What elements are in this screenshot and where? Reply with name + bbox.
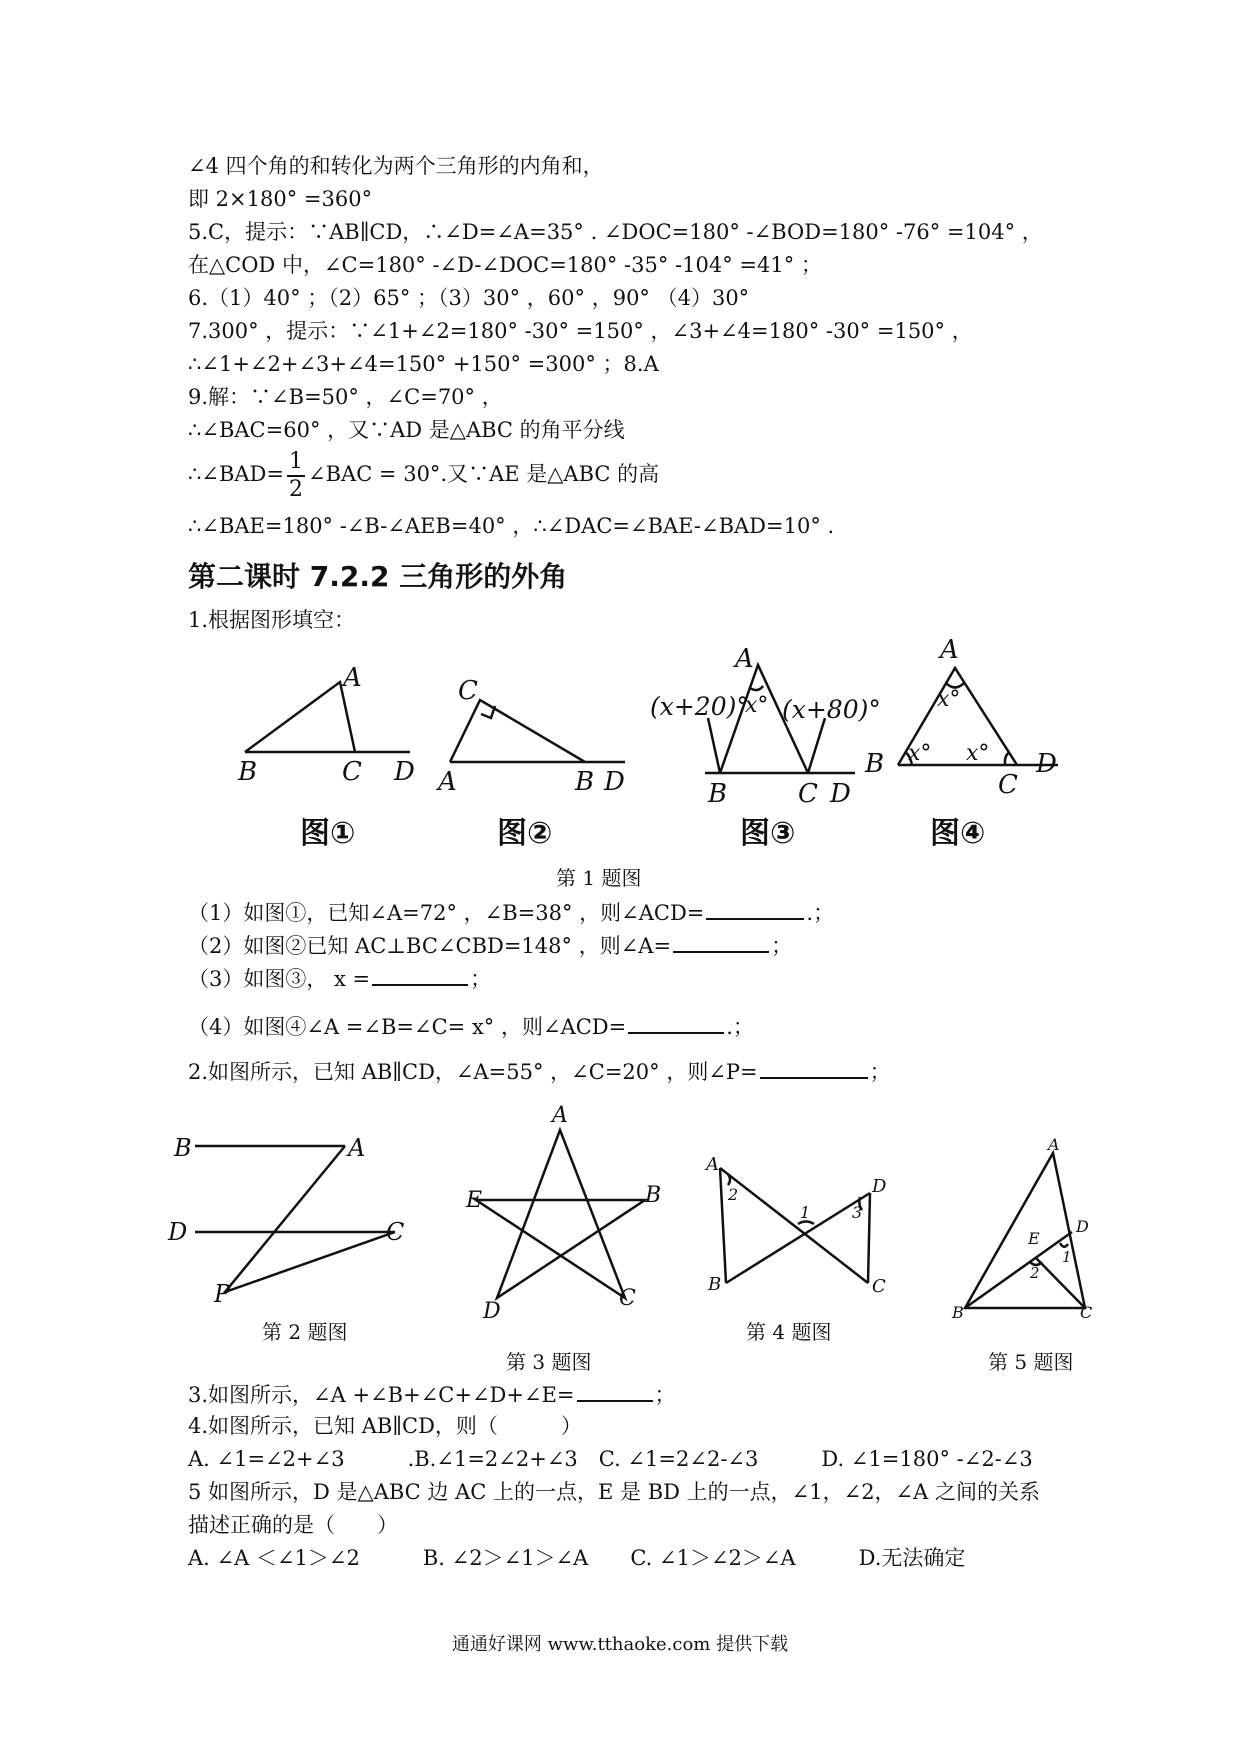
q3-figure-caption: 第 3 题图 xyxy=(506,1350,592,1374)
q2-label-C: C xyxy=(386,1218,405,1246)
q3-label-A: A xyxy=(552,1103,568,1128)
q5-options: A. ∠A ＜∠1＞∠2 B. ∠2＞∠1＞∠A C. ∠1＞∠2＞∠A D.无法确定 xyxy=(188,1546,966,1570)
q5-label-B: B xyxy=(952,1303,964,1322)
q1-part1-end: .； xyxy=(806,901,835,925)
fraction-suffix: ∠BAC = 30°.又∵AE 是△ABC 的高 xyxy=(308,462,660,486)
fraction-prefix: ∴∠BAD= xyxy=(188,462,284,486)
fig4-label-D: D xyxy=(1036,749,1057,779)
section-title: 第二课时 7.2.2 三角形的外角 xyxy=(188,560,568,593)
q4-label-B: B xyxy=(708,1274,722,1295)
footer: 通通好课网 www.tthaoke.com 提供下载 xyxy=(451,1634,789,1655)
q5-line2: 描述正确的是（ ） xyxy=(188,1513,398,1537)
q5-label-A: A xyxy=(1048,1135,1060,1154)
fig2-label-C: C xyxy=(458,676,478,706)
q5-label-D: D xyxy=(1076,1217,1089,1236)
q3-label-B: B xyxy=(645,1183,662,1208)
q2-blank[interactable] xyxy=(760,1057,868,1079)
q1-part1-blank[interactable] xyxy=(706,898,804,920)
q3-blank[interactable] xyxy=(577,1380,653,1402)
fig2-triangle xyxy=(450,700,625,762)
q4-figure xyxy=(720,1168,870,1283)
q1-part1-text: （1）如图①，已知∠A=72° ，∠B=38° ，则∠ACD= xyxy=(188,901,705,925)
q5-label-2: 2 xyxy=(1030,1264,1040,1282)
text-line-5: 6.（1）40° ；（2）65° ；（3）30° ，60° ，90° （4）30° xyxy=(188,286,750,310)
fig1-caption: 图① xyxy=(300,816,356,851)
q3-end: ； xyxy=(654,1383,676,1407)
fig4-label-C: C xyxy=(998,770,1018,800)
q1-part3-end: ； xyxy=(470,967,492,991)
q5-label-E: E xyxy=(1028,1229,1040,1248)
fig4-label-A: A xyxy=(940,635,959,665)
q3-line xyxy=(188,1380,676,1408)
text-line-3: 5.C，提示：∵AB∥CD，∴∠D=∠A=35° . ∠DOC=180° -∠BOD=180° -76° =104° ， xyxy=(188,220,1043,244)
fraction-denominator: 2 xyxy=(289,476,303,502)
fig3-angle-x20: (x+20)° xyxy=(650,692,749,721)
q3-label-D: D xyxy=(483,1299,501,1324)
q5-figure xyxy=(965,1153,1085,1308)
q1-part2-text: （2）如图②已知 AC⊥BC∠CBD=148° ，则∠A= xyxy=(188,934,672,958)
q5-figure-caption: 第 5 题图 xyxy=(988,1350,1074,1374)
q2-end: ； xyxy=(869,1060,891,1084)
q3-text: 3.如图所示，∠A +∠B+∠C+∠D+∠E= xyxy=(188,1383,575,1407)
text-line-9: ∴∠BAC=60° ，又∵AD 是△ABC 的角平分线 xyxy=(188,418,625,442)
fraction-numerator: 1 xyxy=(287,449,305,477)
fig4-angle-right: x° xyxy=(966,741,990,766)
fig2-label-B: B xyxy=(575,767,595,797)
q4-line: 4.如图所示，已知 AB∥CD，则（ ） xyxy=(188,1414,582,1438)
q5-label-C: C xyxy=(1080,1303,1093,1322)
fig4-label-B: B xyxy=(865,749,885,779)
fig1-label-D: D xyxy=(394,757,415,787)
fig4-angle-top: x° xyxy=(937,687,961,712)
q2-figure-caption: 第 2 题图 xyxy=(262,1320,348,1344)
q1-part2-blank[interactable] xyxy=(673,931,769,953)
q1-figure-caption: 第 1 题图 xyxy=(556,866,642,890)
q4-label-3: 3 xyxy=(852,1203,863,1222)
q1-part1 xyxy=(188,898,834,926)
q5-label-1: 1 xyxy=(1062,1248,1072,1266)
text-line-1: ∠4 四个角的和转化为两个三角形的内角和， xyxy=(188,154,604,178)
text-line-8: 9.解：∵∠B=50° ，∠C=70° ， xyxy=(188,385,503,409)
q2-line xyxy=(188,1057,891,1085)
fig1-label-C: C xyxy=(342,757,362,787)
text-line-2: 即 2×180° =360° xyxy=(188,187,373,211)
q1-part2-end: ； xyxy=(771,934,793,958)
q1-part4-text: （4）如图④∠A =∠B=∠C= x° ，则∠ACD= xyxy=(188,1015,627,1039)
fig1-label-A: A xyxy=(343,663,362,693)
q4-figure-caption: 第 4 题图 xyxy=(746,1320,832,1344)
q2-label-A: A xyxy=(348,1134,366,1162)
q4-label-A: A xyxy=(706,1154,719,1175)
q4-label-C: C xyxy=(872,1276,886,1297)
fig3-label-A: A xyxy=(735,644,754,674)
q2-figure xyxy=(195,1146,395,1292)
fig3-angle-x80: (x+80)° xyxy=(782,695,881,724)
q1-part2 xyxy=(188,931,792,959)
fig2-label-D: D xyxy=(604,767,625,797)
fig4-angle-left: x° xyxy=(908,741,932,766)
q1-part3-text: （3）如图③， x = xyxy=(188,967,371,991)
fig3-label-C: C xyxy=(798,779,818,809)
fig1-label-B: B xyxy=(238,757,258,787)
text-line-6: 7.300° ，提示：∵∠1+∠2=180° -30° =150° ，∠3+∠4=180° -30° =150° ， xyxy=(188,319,973,343)
fig1-triangle xyxy=(245,682,410,752)
q1-part4 xyxy=(188,1012,754,1040)
fig4-caption: 图④ xyxy=(930,816,986,851)
fig3-label-B: B xyxy=(708,779,728,809)
q1-part4-end: .； xyxy=(726,1015,754,1039)
q4-label-1: 1 xyxy=(800,1203,811,1222)
text-line-7: ∴∠1+∠2+∠3+∠4=150° +150° =300° ；8.A xyxy=(188,352,659,376)
q5-line1: 5 如图所示，D 是△ABC 边 AC 上的一点，E 是 BD 上的一点，∠1，∠2，∠A 之间的关系 xyxy=(188,1480,1040,1504)
q3-star xyxy=(476,1130,645,1298)
q1-intro: 1.根据图形填空： xyxy=(188,608,356,632)
q3-label-C: C xyxy=(619,1286,636,1311)
text-line-bae: ∴∠BAE=180° -∠B-∠AEB=40° ，∴∠DAC=∠BAE-∠BAD=10° . xyxy=(188,514,835,538)
q2-text: 2.如图所示，已知 AB∥CD，∠A=55° ，∠C=20° ，则∠P= xyxy=(188,1060,758,1084)
text-line-4: 在△COD 中，∠C=180° -∠D-∠DOC=180° -35° -104° =41° ； xyxy=(188,253,822,277)
fig2-label-A: A xyxy=(438,767,457,797)
fig3-caption: 图③ xyxy=(740,816,796,851)
q4-label-2: 2 xyxy=(728,1185,739,1204)
q4-options: A. ∠1=∠2+∠3 .B.∠1=2∠2+∠3 C. ∠1=2∠2-∠3 D. ∠1=180° -∠2-∠3 xyxy=(188,1447,1033,1471)
fig2-caption: 图② xyxy=(497,816,553,851)
q1-part4-blank[interactable] xyxy=(628,1012,724,1034)
fig3-label-D: D xyxy=(830,779,851,809)
q2-label-P: P xyxy=(214,1280,231,1308)
fig3-angle-x: x° xyxy=(745,693,769,718)
q2-label-D: D xyxy=(168,1218,188,1246)
q4-label-D: D xyxy=(872,1176,887,1197)
q1-part3 xyxy=(188,964,491,992)
q1-part3-blank[interactable] xyxy=(372,964,468,986)
q2-label-B: B xyxy=(174,1134,192,1162)
q3-label-E: E xyxy=(466,1188,483,1213)
